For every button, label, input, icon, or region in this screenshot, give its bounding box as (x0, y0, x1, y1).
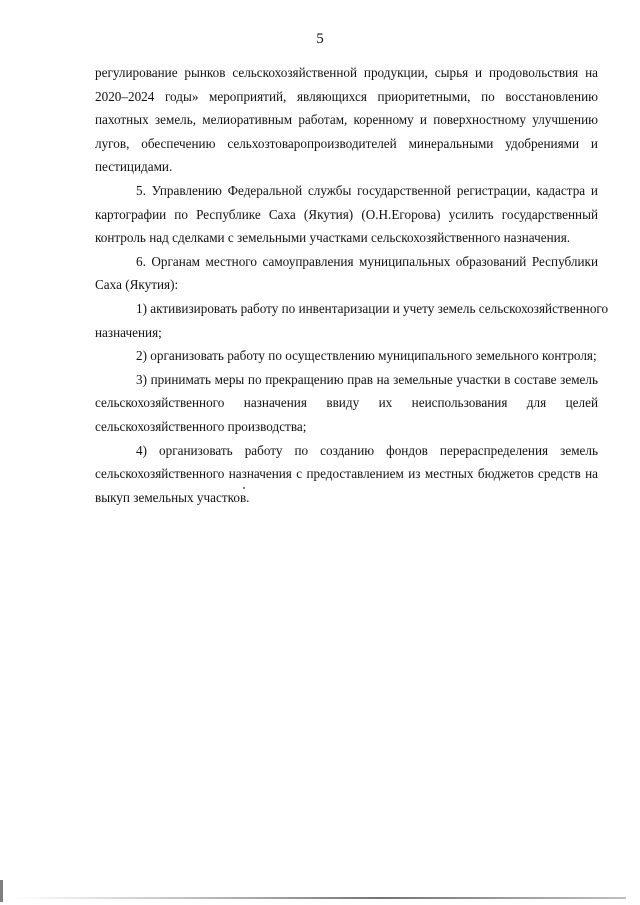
page-number: 5 (316, 31, 324, 47)
text-line: 2020–2024 годы» мероприятий, являющихся приоритетными, по восстановлению (95, 88, 598, 104)
text-line: 5. Управлению Федеральной службы государственной регистрации, кадастра и (136, 182, 598, 198)
scan-speck (243, 487, 245, 489)
text-line: выкуп земельных участков. (95, 489, 250, 505)
text-line: пестицидами. (95, 159, 173, 175)
text-line: 4) организовать работу по созданию фондов перераспределения земель (136, 442, 598, 458)
document-body (95, 61, 609, 509)
scan-left-edge (0, 880, 3, 902)
text-line: картографии по Республике Саха (Якутия) (О.Н.Егорова) усилить государственный (95, 206, 598, 222)
text-line: Саха (Якутия): (95, 277, 179, 293)
text-line: сельскохозяйственного назначения с предоставлением из местных бюджетов средств на (95, 466, 598, 482)
text-line: 6. Органам местного самоуправления муниципальных образований Республики (136, 253, 598, 269)
scan-bottom-edge (12, 897, 626, 899)
text-line: пахотных земель, мелиоративным работам, коренному и поверхностному улучшению (95, 112, 598, 128)
text-line: контроль над сделками с земельными участками сельскохозяйственного назначения. (95, 230, 571, 246)
text-line: 3) принимать меры по прекращению прав на земельные участки в составе земель (136, 371, 598, 387)
text-line: 1) активизировать работу по инвентаризации и учету земель сельскохозяйственного (136, 300, 609, 316)
text-line: 2) организовать работу по осуществлению муниципального земельного контроля; (136, 348, 597, 364)
text-line: сельскохозяйственного назначения ввиду их неиспользования для целей (95, 395, 598, 411)
text-line: сельскохозяйственного производства; (95, 418, 307, 434)
text-line: назначения; (95, 324, 162, 340)
text-line: лугов, обеспечению сельхозтоваропроизводителей минеральными удобрениями и (95, 135, 598, 151)
text-line: регулирование рынков сельскохозяйственной продукции, сырья и продовольствия на (95, 65, 598, 80)
